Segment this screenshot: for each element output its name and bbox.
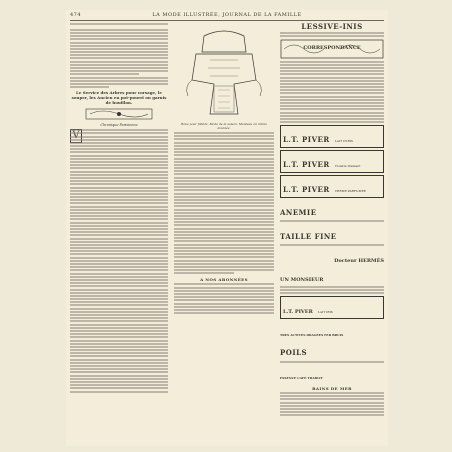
ad-poils: POILS [280,340,384,362]
ad-piver-lait-iris: L.T. PIVER LAIT IRIS [280,296,384,319]
bains-de-mer-text [280,392,384,416]
fashion-illustration [174,24,274,120]
text-block [70,29,168,88]
article-body [70,129,168,392]
article-heading: Le Service des Arbres pour corsage, le souper, les Ancien en pot-pourri ou garnis de bouillon. [71,90,167,106]
column-left [70,22,168,442]
correspondance-title: CORRESPONDANCE [303,45,361,52]
correspondance-text [280,61,384,124]
ad-anemie: ANEMIE [280,200,384,222]
ad-piver-creme: L.T. PIVER CREME PARFUMÉE [280,175,384,198]
article-body [174,132,274,274]
text-block [70,23,168,27]
ad-un-monsieur: UN MONSIEUR [280,266,384,295]
illustration-caption: Robe pour fillette. Mode de la saison. Manteau en ratine doublée. [180,122,268,130]
ad-piver-lait: L.T. PIVER LAIT D'IRIS [280,125,384,148]
subscribers-notice [174,283,274,314]
page-number: 474 [70,12,82,18]
ad-docteur-hermes: Docteur HERMÈS [334,257,384,264]
column-middle [174,22,274,442]
column-right [280,22,384,442]
ad-essence-cafe: ESSENCE CAFÉ TRABLIT [280,375,323,380]
ad-piver-violette: L.T. PIVER Violette Diamant [280,150,384,173]
newspaper-page [66,10,388,446]
lessive-ad-title: LESSIVE-INIS [301,22,363,31]
ad-dragees: TRES ACTIVES DRAGÉES FER BRUIS [280,333,344,338]
journal-title: LA MODE ILLUSTRÉE, JOURNAL DE LA FAMILLE [152,12,302,18]
subscribers-heading: A NOS ABONNÉES [200,277,248,283]
lessive-ad-text [280,32,384,37]
page-header [70,12,384,20]
bains-de-mer-heading: BAINS DE MER [312,385,352,391]
ornament-banner [70,107,168,121]
section-subtitle: Chronique Parisienne [100,123,138,128]
ad-taille-fine: TAILLE FINE [280,224,384,246]
header-rule [70,20,384,21]
